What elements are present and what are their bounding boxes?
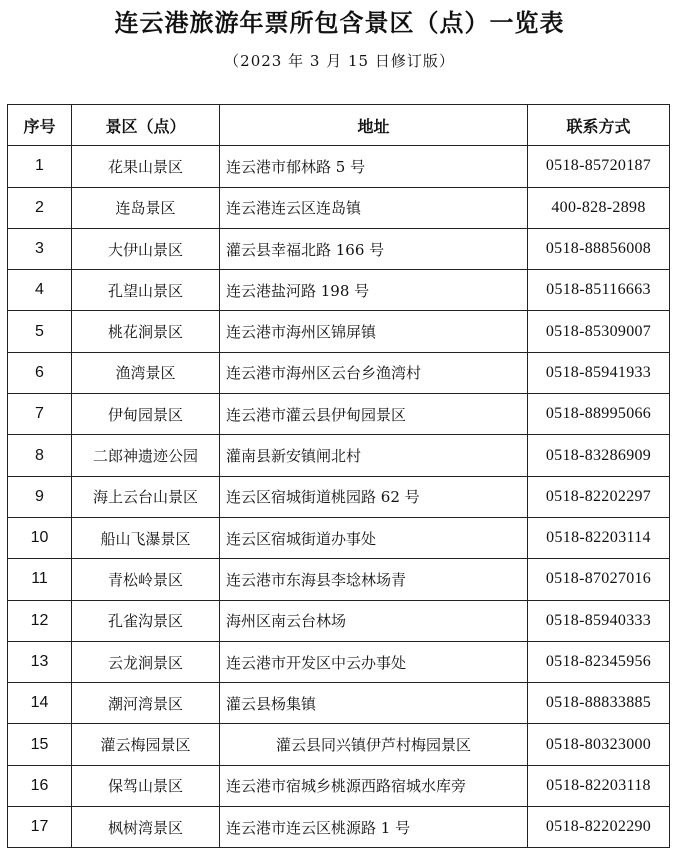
cell-serial-number: 10 — [8, 517, 72, 558]
cell-contact: 0518-85309007 — [528, 311, 670, 352]
cell-serial-number: 5 — [8, 311, 72, 352]
cell-scenic-spot: 伊甸园景区 — [72, 394, 220, 435]
cell-address: 连云港连云区连岛镇 — [220, 187, 528, 228]
cell-address: 连云港市海州区云台乡渔湾村 — [220, 352, 528, 393]
scenic-spots-table — [7, 104, 670, 848]
revision-subtitle: （2023 年 3 月 15 日修订版） — [224, 52, 455, 70]
cell-address: 灌南县新安镇闸北村 — [220, 435, 528, 476]
cell-address: 连云港市开发区中云办事处 — [220, 641, 528, 682]
table-row — [8, 724, 670, 765]
cell-contact: 0518-88995066 — [528, 394, 670, 435]
cell-scenic-spot: 连岛景区 — [72, 187, 220, 228]
cell-serial-number: 11 — [8, 559, 72, 600]
cell-address: 连云港盐河路 198 号 — [220, 270, 528, 311]
header-address: 地址 — [220, 105, 528, 146]
cell-contact: 0518-88856008 — [528, 228, 670, 269]
cell-scenic-spot: 船山飞瀑景区 — [72, 517, 220, 558]
cell-scenic-spot: 保驾山景区 — [72, 765, 220, 806]
cell-serial-number: 12 — [8, 600, 72, 641]
cell-contact: 0518-82203114 — [528, 517, 670, 558]
cell-scenic-spot: 孔望山景区 — [72, 270, 220, 311]
table-row — [8, 270, 670, 311]
table-row — [8, 394, 670, 435]
cell-contact: 0518-82202290 — [528, 807, 670, 848]
cell-scenic-spot: 花果山景区 — [72, 146, 220, 187]
cell-address: 连云港市郁林路 5 号 — [220, 146, 528, 187]
cell-scenic-spot: 云龙涧景区 — [72, 641, 220, 682]
cell-scenic-spot: 渔湾景区 — [72, 352, 220, 393]
cell-address: 海州区南云台林场 — [220, 600, 528, 641]
cell-scenic-spot: 二郎神遗迹公园 — [72, 435, 220, 476]
cell-contact: 0518-85940333 — [528, 600, 670, 641]
table-row — [8, 311, 670, 352]
table-row — [8, 559, 670, 600]
cell-address: 灌云县杨集镇 — [220, 683, 528, 724]
cell-serial-number: 2 — [8, 187, 72, 228]
cell-contact: 0518-87027016 — [528, 559, 670, 600]
cell-serial-number: 6 — [8, 352, 72, 393]
cell-contact: 0518-83286909 — [528, 435, 670, 476]
cell-contact: 0518-85941933 — [528, 352, 670, 393]
table-row — [8, 765, 670, 806]
cell-address: 连云港市连云区桃源路 1 号 — [220, 807, 528, 848]
cell-contact: 0518-82345956 — [528, 641, 670, 682]
cell-contact: 0518-88833885 — [528, 683, 670, 724]
table-row — [8, 187, 670, 228]
cell-serial-number: 14 — [8, 683, 72, 724]
cell-serial-number: 7 — [8, 394, 72, 435]
page-title: 连云港旅游年票所包含景区（点）一览表 — [114, 9, 565, 37]
table-row — [8, 146, 670, 187]
cell-address: 灌云县幸福北路 166 号 — [220, 228, 528, 269]
cell-contact: 0518-85720187 — [528, 146, 670, 187]
header-contact: 联系方式 — [528, 105, 670, 146]
table-row — [8, 476, 670, 517]
cell-scenic-spot: 孔雀沟景区 — [72, 600, 220, 641]
table-row — [8, 807, 670, 848]
cell-contact: 0518-82203118 — [528, 765, 670, 806]
cell-address: 连云区宿城街道桃园路 62 号 — [220, 476, 528, 517]
cell-serial-number: 1 — [8, 146, 72, 187]
cell-scenic-spot: 潮河湾景区 — [72, 683, 220, 724]
cell-serial-number: 13 — [8, 641, 72, 682]
cell-serial-number: 3 — [8, 228, 72, 269]
table-header-row — [8, 105, 670, 146]
table-row — [8, 641, 670, 682]
cell-serial-number: 15 — [8, 724, 72, 765]
cell-contact: 0518-82202297 — [528, 476, 670, 517]
header-serial-number: 序号 — [8, 105, 72, 146]
cell-serial-number: 16 — [8, 765, 72, 806]
cell-address: 连云港市灌云县伊甸园景区 — [220, 394, 528, 435]
table-row — [8, 517, 670, 558]
cell-scenic-spot: 大伊山景区 — [72, 228, 220, 269]
cell-serial-number: 8 — [8, 435, 72, 476]
cell-address: 灌云县同兴镇伊芦村梅园景区 — [220, 724, 528, 765]
cell-scenic-spot: 桃花涧景区 — [72, 311, 220, 352]
cell-address: 连云港市宿城乡桃源西路宿城水库旁 — [220, 765, 528, 806]
table-row — [8, 228, 670, 269]
cell-contact: 0518-80323000 — [528, 724, 670, 765]
cell-serial-number: 17 — [8, 807, 72, 848]
cell-contact: 400-828-2898 — [528, 187, 670, 228]
header-scenic-spot: 景区（点） — [72, 105, 220, 146]
cell-scenic-spot: 青松岭景区 — [72, 559, 220, 600]
cell-scenic-spot: 灌云梅园景区 — [72, 724, 220, 765]
table-row — [8, 683, 670, 724]
cell-address: 连云区宿城街道办事处 — [220, 517, 528, 558]
cell-serial-number: 9 — [8, 476, 72, 517]
table-body — [8, 146, 670, 848]
cell-scenic-spot: 枫树湾景区 — [72, 807, 220, 848]
cell-address: 连云港市东海县李埝林场青 — [220, 559, 528, 600]
cell-address: 连云港市海州区锦屏镇 — [220, 311, 528, 352]
cell-contact: 0518-85116663 — [528, 270, 670, 311]
cell-scenic-spot: 海上云台山景区 — [72, 476, 220, 517]
table-row — [8, 352, 670, 393]
table-row — [8, 600, 670, 641]
cell-serial-number: 4 — [8, 270, 72, 311]
table-row — [8, 435, 670, 476]
